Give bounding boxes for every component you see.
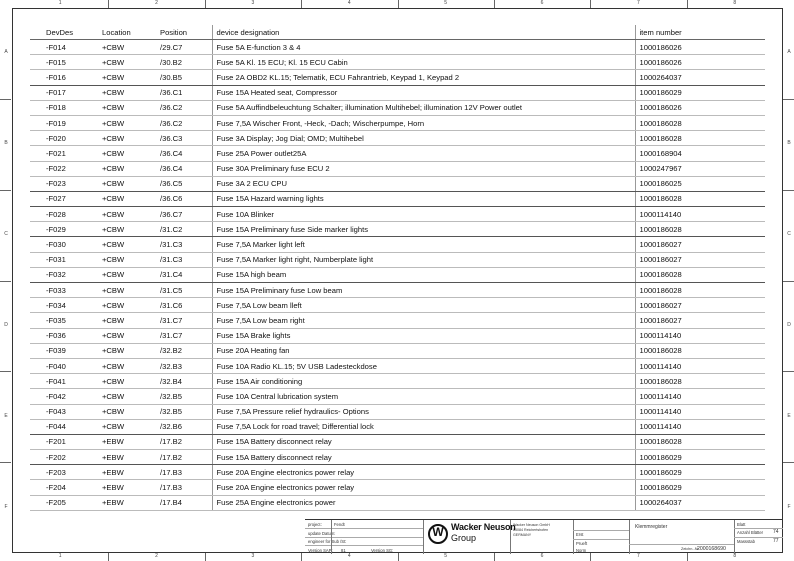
company-address-3: GERMANY — [513, 533, 532, 537]
cell-devdes: -F040 — [30, 358, 98, 373]
cell-position: /31.C7 — [156, 313, 212, 328]
ruler-tick — [301, 553, 302, 561]
value-project: Fendt — [334, 522, 345, 527]
cell-devdes: -F032 — [30, 267, 98, 282]
cell-devdes: -F201 — [30, 434, 98, 449]
cell-position: /32.B4 — [156, 374, 212, 389]
cell-position: /31.C6 — [156, 298, 212, 313]
cell-location: +CBW — [98, 146, 156, 161]
table-row — [30, 115, 765, 130]
cell-item-number: 1000247967 — [635, 161, 765, 176]
ruler-tick — [398, 0, 399, 8]
row-marker: F — [787, 503, 791, 510]
table-row — [30, 450, 765, 465]
label-erst: Erst — [576, 532, 584, 537]
cell-position: /31.C3 — [156, 237, 212, 252]
cell-device-designation: Fuse 5A Auffindbeleuchtung Schalter; illumination Multihebel; illumination 12V Power outlet — [212, 100, 635, 115]
cell-item-number: 1000114140 — [635, 328, 765, 343]
table-row — [30, 70, 765, 85]
fuse-list-table — [30, 25, 765, 511]
ruler-tick — [0, 281, 11, 282]
cell-item-number: 1000186028 — [635, 343, 765, 358]
cell-location: +CBW — [98, 358, 156, 373]
label-sheet: Blatt — [737, 522, 746, 527]
ruler-tick — [783, 281, 794, 282]
cell-location: +CBW — [98, 252, 156, 267]
row-marker: E — [787, 412, 791, 419]
cell-position: /30.B2 — [156, 55, 212, 70]
ruler-tick — [301, 0, 302, 8]
cell-item-number: 1000186027 — [635, 237, 765, 252]
table-row — [30, 404, 765, 419]
row-marker: A — [4, 49, 8, 56]
cell-location: +CBW — [98, 267, 156, 282]
cell-devdes: -F039 — [30, 343, 98, 358]
cell-position: /32.B6 — [156, 419, 212, 434]
cell-devdes: -F018 — [30, 100, 98, 115]
ruler-tick — [205, 553, 206, 561]
cell-device-designation: Fuse 7,5A Marker light right, Numberplate light — [212, 252, 635, 267]
cell-item-number: 1000186026 — [635, 40, 765, 55]
cell-location: +EBW — [98, 434, 156, 449]
cell-location: +CBW — [98, 176, 156, 191]
header-location: Location — [98, 25, 156, 40]
cell-devdes: -F031 — [30, 252, 98, 267]
company-name: Wacker Neuson — [451, 522, 516, 532]
cell-device-designation: Fuse 5A Kl. 15 ECU; Kl. 15 ECU Cabin — [212, 55, 635, 70]
cell-position: /17.B3 — [156, 480, 212, 495]
cell-position: /17.B2 — [156, 450, 212, 465]
cell-device-designation: Fuse 3A 2 ECU CPU — [212, 176, 635, 191]
cell-location: +EBW — [98, 465, 156, 480]
cell-devdes: -F043 — [30, 404, 98, 419]
cell-location: +CBW — [98, 283, 156, 298]
table-row — [30, 480, 765, 495]
cell-devdes: -F205 — [30, 495, 98, 510]
table-row — [30, 161, 765, 176]
column-marker: 2 — [155, 553, 158, 559]
column-marker: 3 — [251, 553, 255, 559]
cell-device-designation: Fuse 20A Engine electronics power relay — [212, 480, 635, 495]
cell-item-number: 1000114140 — [635, 404, 765, 419]
cell-devdes: -F022 — [30, 161, 98, 176]
cell-item-number: 1000186028 — [635, 131, 765, 146]
cell-device-designation: Fuse 15A high beam — [212, 267, 635, 282]
cell-devdes: -F016 — [30, 70, 98, 85]
column-marker: 5 — [444, 0, 448, 6]
table-row — [30, 374, 765, 389]
ruler-tick — [0, 371, 11, 372]
cell-device-designation: Fuse 7,5A Wischer Front, -Heck, -Dach; Wischerpumpe, Horn — [212, 115, 635, 130]
cell-devdes: -F035 — [30, 313, 98, 328]
cell-item-number: 1000186027 — [635, 313, 765, 328]
cell-position: /31.C2 — [156, 222, 212, 237]
cell-device-designation: Fuse 15A Battery disconnect relay — [212, 434, 635, 449]
cell-position: /32.B5 — [156, 389, 212, 404]
table-row — [30, 191, 765, 206]
cell-position: /17.B3 — [156, 465, 212, 480]
cell-position: /32.B5 — [156, 404, 212, 419]
cell-devdes: -F020 — [30, 131, 98, 146]
cell-item-number: 1000186028 — [635, 267, 765, 282]
table-row — [30, 100, 765, 115]
cell-item-number: 1000186027 — [635, 298, 765, 313]
label-update-date: update Datum: — [308, 531, 336, 536]
row-marker: F — [4, 503, 8, 510]
cell-position: /29.C7 — [156, 40, 212, 55]
cell-item-number: 1000186026 — [635, 100, 765, 115]
cell-item-number: 1000186025 — [635, 176, 765, 191]
row-marker: C — [787, 231, 791, 238]
cell-location: +CBW — [98, 161, 156, 176]
cell-position: /36.C7 — [156, 207, 212, 222]
cell-device-designation: Fuse 15A Battery disconnect relay — [212, 450, 635, 465]
cell-item-number: 1000186028 — [635, 191, 765, 206]
label-drawing-number: Zeichn.-Nr. — [681, 547, 700, 551]
ruler-tick — [783, 462, 794, 463]
cell-item-number: 1000186028 — [635, 222, 765, 237]
sheet-total: 77 — [773, 538, 779, 544]
row-marker: D — [787, 321, 791, 328]
table-row — [30, 283, 765, 298]
column-marker: 8 — [733, 553, 737, 559]
value-version-sap: 81 — [341, 548, 346, 553]
cell-device-designation: Fuse 7,5A Low beam right — [212, 313, 635, 328]
cell-devdes: -F014 — [30, 40, 98, 55]
cell-location: +CBW — [98, 131, 156, 146]
cell-devdes: -F041 — [30, 374, 98, 389]
cell-item-number: 1000186026 — [635, 55, 765, 70]
cell-item-number: 1000186028 — [635, 115, 765, 130]
cell-item-number: 1000264037 — [635, 70, 765, 85]
company-group: Group — [451, 533, 477, 543]
label-engineer: engineer for Sub /St: — [308, 539, 347, 544]
cell-position: /36.C4 — [156, 161, 212, 176]
ruler-tick — [590, 0, 591, 8]
cell-device-designation: Fuse 15A Preliminary fuse Side marker lights — [212, 222, 635, 237]
table-body — [30, 40, 765, 511]
label-norm: Norm — [576, 548, 587, 553]
cell-item-number: 1000186029 — [635, 465, 765, 480]
cell-device-designation: Fuse 7,5A Pressure relief hydraulics- Options — [212, 404, 635, 419]
cell-devdes: -F021 — [30, 146, 98, 161]
cell-item-number: 1000114140 — [635, 419, 765, 434]
cell-devdes: -F202 — [30, 450, 98, 465]
cell-location: +CBW — [98, 298, 156, 313]
table-row — [30, 40, 765, 55]
header-device-designation: device designation — [212, 25, 635, 40]
cell-item-number: 1000186029 — [635, 480, 765, 495]
table-row — [30, 176, 765, 191]
cell-location: +CBW — [98, 237, 156, 252]
cell-device-designation: Fuse 30A Preliminary fuse ECU 2 — [212, 161, 635, 176]
table-row — [30, 313, 765, 328]
label-version-sap: Version SAP: — [308, 548, 333, 553]
row-marker: E — [4, 412, 8, 419]
cell-devdes: -F204 — [30, 480, 98, 495]
drawing-number: 2000168690 — [697, 546, 726, 552]
cell-device-designation: Fuse 15A Preliminary fuse Low beam — [212, 283, 635, 298]
table-header-row — [30, 25, 765, 40]
cell-device-designation: Fuse 10A Central lubrication system — [212, 389, 635, 404]
column-marker: 2 — [155, 0, 158, 6]
cell-item-number: 1000186028 — [635, 374, 765, 389]
cell-location: +CBW — [98, 404, 156, 419]
column-marker: 1 — [58, 553, 62, 559]
column-marker: 7 — [637, 0, 640, 6]
column-marker: 7 — [637, 553, 640, 559]
cell-device-designation: Fuse 15A Brake lights — [212, 328, 635, 343]
cell-position: /17.B4 — [156, 495, 212, 510]
row-marker: A — [787, 49, 791, 56]
cell-location: +CBW — [98, 328, 156, 343]
row-marker: D — [4, 321, 8, 328]
cell-location: +CBW — [98, 207, 156, 222]
cell-device-designation: Fuse 7,5A Marker light left — [212, 237, 635, 252]
cell-location: +EBW — [98, 495, 156, 510]
column-marker: 4 — [347, 0, 351, 6]
table-row — [30, 252, 765, 267]
table-row — [30, 237, 765, 252]
label-scale: Massstab — [737, 539, 755, 544]
cell-device-designation: Fuse 2A OBD2 KL.15; Telematik, ECU Fahrantrieb, Keypad 1, Keypad 2 — [212, 70, 635, 85]
cell-location: +EBW — [98, 450, 156, 465]
cell-location: +CBW — [98, 191, 156, 206]
cell-devdes: -F029 — [30, 222, 98, 237]
cell-devdes: -F017 — [30, 85, 98, 100]
cell-devdes: -F203 — [30, 465, 98, 480]
cell-position: /17.B2 — [156, 434, 212, 449]
cell-location: +CBW — [98, 374, 156, 389]
cell-location: +CBW — [98, 222, 156, 237]
cell-item-number: 1000186028 — [635, 434, 765, 449]
cell-location: +CBW — [98, 343, 156, 358]
cell-location: +CBW — [98, 100, 156, 115]
cell-item-number: 1000186029 — [635, 450, 765, 465]
cell-devdes: -F028 — [30, 207, 98, 222]
cell-location: +CBW — [98, 313, 156, 328]
cell-position: /36.C5 — [156, 176, 212, 191]
table-row — [30, 465, 765, 480]
document-title: Klemmregister — [635, 524, 668, 530]
label-sheet-count: Anzahl Blätter — [737, 530, 764, 535]
table-row — [30, 298, 765, 313]
cell-device-designation: Fuse 3A Display; Jog Dial; OMD; Multihebel — [212, 131, 635, 146]
cell-position: /31.C3 — [156, 252, 212, 267]
ruler-tick — [590, 553, 591, 561]
title-block — [305, 519, 783, 554]
company-address-2: 85084 Reichertshofen — [513, 528, 549, 532]
cell-device-designation: Fuse 5A E-function 3 & 4 — [212, 40, 635, 55]
cell-device-designation: Fuse 15A Heated seat, Compressor — [212, 85, 635, 100]
cell-position: /31.C4 — [156, 267, 212, 282]
cell-device-designation: Fuse 7,5A Low beam lleft — [212, 298, 635, 313]
label-version-sg: Version SG: — [371, 548, 394, 553]
cell-item-number: 1000264037 — [635, 495, 765, 510]
cell-location: +EBW — [98, 480, 156, 495]
cell-position: /36.C1 — [156, 85, 212, 100]
ruler-tick — [0, 99, 11, 100]
ruler-tick — [108, 553, 109, 561]
table-row — [30, 495, 765, 510]
cell-position: /32.B3 — [156, 358, 212, 373]
cell-location: +CBW — [98, 70, 156, 85]
header-devdes: DevDes — [30, 25, 98, 40]
ruler-tick — [0, 462, 11, 463]
cell-devdes: -F023 — [30, 176, 98, 191]
cell-device-designation: Fuse 7,5A Lock for road travel; Differential lock — [212, 419, 635, 434]
table-row — [30, 85, 765, 100]
cell-device-designation: Fuse 20A Engine electronics power relay — [212, 465, 635, 480]
cell-item-number: 1000186028 — [635, 283, 765, 298]
cell-position: /36.C3 — [156, 131, 212, 146]
column-marker: 3 — [251, 0, 255, 6]
cell-item-number: 1000114140 — [635, 389, 765, 404]
cell-devdes: -F033 — [30, 283, 98, 298]
cell-item-number: 1000186029 — [635, 85, 765, 100]
cell-devdes: -F036 — [30, 328, 98, 343]
ruler-tick — [494, 553, 495, 561]
company-logo-letter-icon: W — [432, 525, 444, 539]
table-row — [30, 207, 765, 222]
cell-position: /36.C4 — [156, 146, 212, 161]
cell-devdes: -F044 — [30, 419, 98, 434]
table-row — [30, 358, 765, 373]
cell-location: +CBW — [98, 40, 156, 55]
cell-device-designation: Fuse 15A Hazard warning lights — [212, 191, 635, 206]
company-address-1: Wacker Neuson GmbH — [513, 523, 550, 527]
cell-device-designation: Fuse 10A Radio KL.15; 5V USB Ladesteckdose — [212, 358, 635, 373]
table-row — [30, 328, 765, 343]
column-marker: 6 — [540, 553, 544, 559]
table-row — [30, 343, 765, 358]
cell-location: +CBW — [98, 115, 156, 130]
table-row — [30, 131, 765, 146]
ruler-tick — [205, 0, 206, 8]
label-project: project: — [308, 522, 322, 527]
label-prueft: Prueft — [576, 541, 588, 546]
row-marker: B — [4, 140, 8, 147]
ruler-tick — [398, 553, 399, 561]
ruler-tick — [783, 371, 794, 372]
column-marker: 5 — [444, 553, 448, 559]
cell-location: +CBW — [98, 55, 156, 70]
cell-device-designation: Fuse 10A Blinker — [212, 207, 635, 222]
cell-item-number: 1000114140 — [635, 358, 765, 373]
cell-device-designation: Fuse 25A Power outlet25A — [212, 146, 635, 161]
cell-devdes: -F027 — [30, 191, 98, 206]
cell-position: /30.B5 — [156, 70, 212, 85]
cell-item-number: 1000186027 — [635, 252, 765, 267]
sheet-number: 74 — [773, 529, 779, 535]
cell-devdes: -F030 — [30, 237, 98, 252]
cell-position: /36.C2 — [156, 100, 212, 115]
cell-position: /32.B2 — [156, 343, 212, 358]
ruler-tick — [687, 553, 688, 561]
ruler-tick — [108, 0, 109, 8]
table-row — [30, 55, 765, 70]
ruler-tick — [494, 0, 495, 8]
cell-device-designation: Fuse 15A Air conditioning — [212, 374, 635, 389]
header-item-number: item number — [635, 25, 765, 40]
ruler-tick — [0, 190, 11, 191]
cell-location: +CBW — [98, 419, 156, 434]
row-marker: C — [4, 231, 8, 238]
cell-position: /31.C7 — [156, 328, 212, 343]
ruler-tick — [783, 190, 794, 191]
header-position: Position — [156, 25, 212, 40]
table-row — [30, 434, 765, 449]
cell-position: /31.C5 — [156, 283, 212, 298]
table-row — [30, 419, 765, 434]
table-row — [30, 389, 765, 404]
cell-devdes: -F042 — [30, 389, 98, 404]
cell-devdes: -F034 — [30, 298, 98, 313]
ruler-tick — [687, 0, 688, 8]
ruler-tick — [783, 99, 794, 100]
cell-item-number: 1000114140 — [635, 207, 765, 222]
cell-device-designation: Fuse 25A Engine electronics power — [212, 495, 635, 510]
table-row — [30, 222, 765, 237]
cell-item-number: 1000168904 — [635, 146, 765, 161]
column-marker: 6 — [540, 0, 544, 6]
cell-device-designation: Fuse 20A Heating fan — [212, 343, 635, 358]
cell-position: /36.C6 — [156, 191, 212, 206]
table-row — [30, 146, 765, 161]
table-row — [30, 267, 765, 282]
cell-location: +CBW — [98, 389, 156, 404]
column-marker: 4 — [347, 553, 351, 559]
row-marker: B — [787, 140, 791, 147]
cell-devdes: -F015 — [30, 55, 98, 70]
column-marker: 1 — [58, 0, 62, 6]
cell-location: +CBW — [98, 85, 156, 100]
cell-position: /36.C2 — [156, 115, 212, 130]
cell-devdes: -F019 — [30, 115, 98, 130]
column-marker: 8 — [733, 0, 737, 6]
